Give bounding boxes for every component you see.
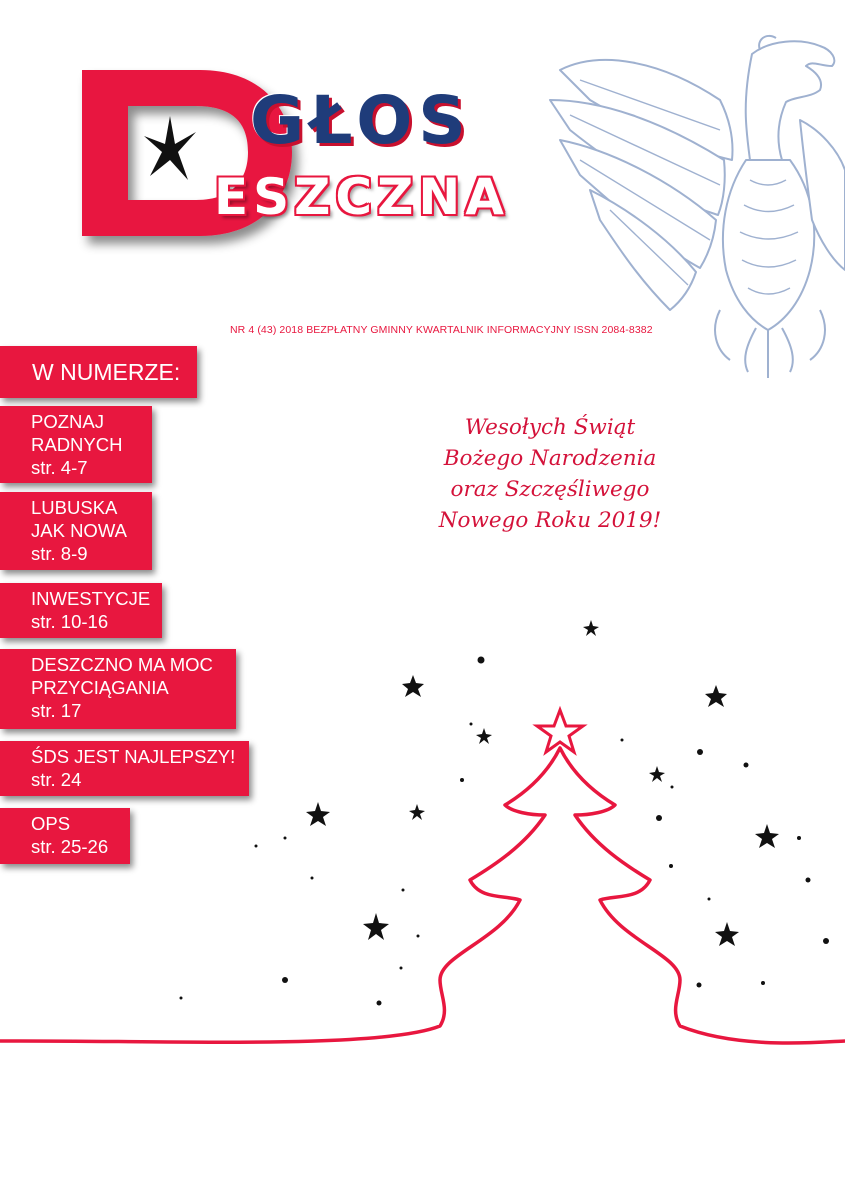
toc-item-title: DESZCZNO MA MOC xyxy=(31,654,213,675)
dot xyxy=(460,778,464,782)
christmas-tree-illustration xyxy=(0,600,845,1060)
star-icon xyxy=(755,824,779,848)
toc-item-page: str. 24 xyxy=(31,769,82,790)
dot xyxy=(669,864,673,868)
toc-item-page: str. 4-7 xyxy=(31,457,88,478)
greeting-line: oraz Szczęśliwego xyxy=(450,477,650,502)
star-icon xyxy=(363,913,389,940)
dot xyxy=(656,815,662,821)
contents-heading-label: W NUMERZE: xyxy=(32,359,181,385)
star-icon xyxy=(306,802,330,826)
toc-item-page: str. 25-26 xyxy=(31,836,109,857)
dot xyxy=(470,723,473,726)
dot xyxy=(402,889,405,892)
star-icon xyxy=(649,766,665,782)
toc-item-title: POZNAJ xyxy=(31,411,104,432)
dot xyxy=(708,898,711,901)
star-icon xyxy=(409,804,425,820)
dot xyxy=(284,837,287,840)
toc-item-title: INWESTYCJE xyxy=(31,588,151,609)
star-icon xyxy=(144,116,196,180)
dot xyxy=(761,981,765,985)
toc-item-page: str. 8-9 xyxy=(31,543,88,564)
dot xyxy=(806,878,811,883)
dot xyxy=(697,749,703,755)
dot xyxy=(180,997,183,1000)
dot xyxy=(823,938,829,944)
toc-item-title: RADNYCH xyxy=(31,434,123,455)
toc-item-title: JAK NOWA xyxy=(31,520,127,541)
contents-heading xyxy=(0,346,197,398)
dot xyxy=(417,935,420,938)
dot xyxy=(255,845,258,848)
star-icon xyxy=(476,728,492,744)
tree-outline xyxy=(0,748,845,1043)
masthead-word-glos: GŁOS xyxy=(250,82,472,159)
dot xyxy=(282,977,288,983)
star-icon xyxy=(583,620,599,636)
toc-item-title: ŚDS JEST NAJLEPSZY! xyxy=(31,746,236,767)
sparkle-stars xyxy=(180,620,830,1006)
holiday-greeting xyxy=(420,412,680,536)
star-icon xyxy=(705,685,727,707)
dot xyxy=(797,836,801,840)
dot xyxy=(744,763,749,768)
toc-item-title: PRZYCIĄGANIA xyxy=(31,677,169,698)
masthead-word-eszczna: ESZCZNA xyxy=(214,168,509,226)
toc-item-title: OPS xyxy=(31,813,71,834)
dot xyxy=(697,983,702,988)
dot xyxy=(377,1001,382,1006)
greeting-line: Bożego Narodzenia xyxy=(443,446,657,471)
toc-item-page: str. 17 xyxy=(31,700,82,721)
tree-top-star-icon xyxy=(537,710,583,752)
greeting-line: Nowego Roku 2019! xyxy=(438,508,662,533)
dot xyxy=(671,786,674,789)
dot xyxy=(621,739,624,742)
star-icon xyxy=(715,922,739,946)
greeting-line: Wesołych Świąt xyxy=(464,415,636,440)
toc-item-lubuska[interactable] xyxy=(0,492,152,570)
dot xyxy=(478,657,485,664)
toc-item-page: str. 10-16 xyxy=(31,611,109,632)
dot xyxy=(400,967,403,970)
issue-info: NR 4 (43) 2018 BEZPŁATNY GMINNY KWARTALNIK INFORMACYJNY ISSN 2084-8382 xyxy=(230,324,653,336)
dot xyxy=(311,877,314,880)
toc-item-poznaj-radnych[interactable] xyxy=(0,406,152,483)
star-icon xyxy=(402,675,424,697)
toc-item-title: LUBUSKA xyxy=(31,497,118,518)
